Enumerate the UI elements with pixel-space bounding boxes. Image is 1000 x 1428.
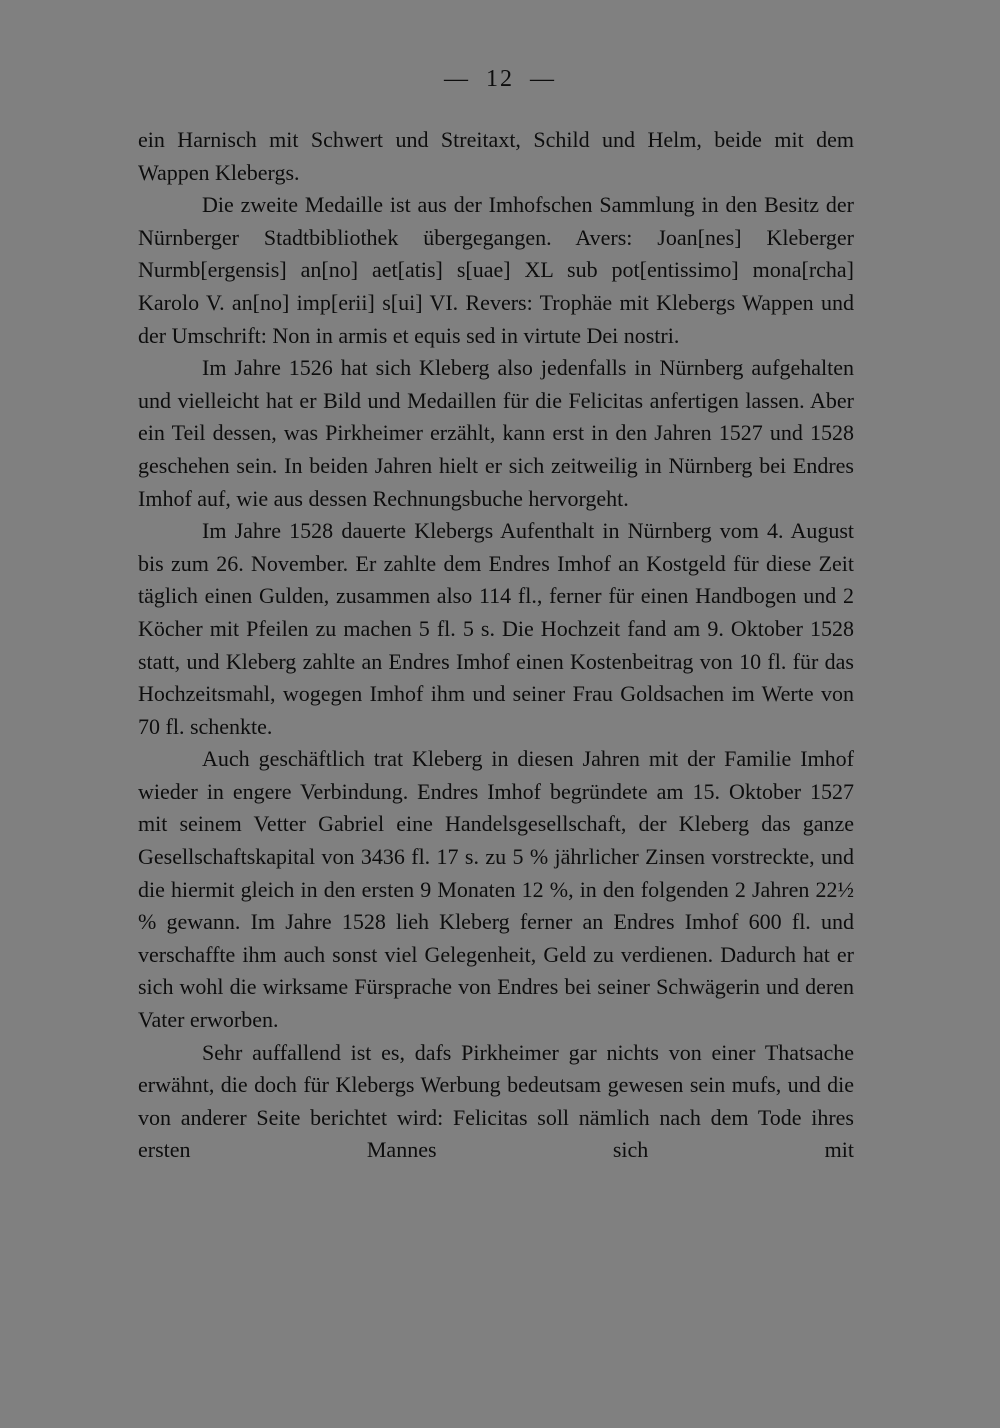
body-text xyxy=(138,124,854,1167)
paragraph-1: ein Harnisch mit Schwert und Streitaxt, Schild und Helm, beide mit dem Wappen Klebergs. xyxy=(138,127,854,185)
paragraph-5: Auch geschäftlich trat Kleberg in diesen Jahren mit der Familie Imhof wieder in engere Verbindung. Endres Imhof begründete am 15. Oktober 1527 mit seinem Vetter Gabriel eine Handelsgesellschaft, der Kleberg das ganze Gesellschaftskapital von 3436 fl. 17 s. zu 5 % jährlicher Zinsen vorstreckte, und die hiermit gleich in den ersten 9 Monaten 12 %, in den folgenden 2 Jahren 22½ % gewann. Im Jahre 1528 lieh Kleberg ferner an Endres Imhof 600 fl. und verschaffte ihm auch sonst viel Gelegenheit, Geld zu verdienen. Dadurch hat er sich wohl die wirksame Fürsprache von Endres bei seiner Schwägerin und deren Vater erworben. xyxy=(138,746,854,1033)
paragraph-3: Im Jahre 1526 hat sich Kleberg also jedenfalls in Nürnberg aufgehalten und vielleicht hat er Bild und Medaillen für die Felicitas anfertigen lassen. Aber ein Teil dessen, was Pirkheimer erzählt, kann erst in den Jahren 1527 und 1528 geschehen sein. In beiden Jahren hielt er sich zeitweilig in Nürnberg bei Endres Imhof auf, wie aus dessen Rechnungsbuche hervorgeht. xyxy=(138,355,854,511)
paragraph-6: Sehr auffallend ist es, dafs Pirkheimer gar nichts von einer Thatsache erwähnt, die doch für Klebergs Werbung bedeutsam gewesen sein mufs, und die von anderer Seite berichtet wird: Felicitas soll nämlich nach dem Tode ihres ersten Mannes sich mit xyxy=(138,1039,854,1163)
page-number-header: — 12 — xyxy=(444,66,556,92)
paragraph-2: Die zweite Medaille ist aus der Imhofschen Sammlung in den Besitz der Nürnberger Stadtbibliothek übergegangen. Avers: Joan[nes] Kleberger Nurmb[ergensis] an[no] aet[atis] s[uae] XL sub pot[entissimo] mona[rcha] Karolo V. an[no] imp[erii] s[ui] VI. Revers: Trophäe mit Klebergs Wappen und der Umschrift: Non in armis et equis sed in virtute Dei nostri. xyxy=(138,192,854,348)
paragraph-4: Im Jahre 1528 dauerte Klebergs Aufenthalt in Nürnberg vom 4. August bis zum 26. November. Er zahlte dem Endres Imhof an Kostgeld für diese Zeit täglich einen Gulden, zusammen also 114 fl., ferner für einen Handbogen und 2 Köcher mit Pfeilen zu machen 5 fl. 5 s. Die Hochzeit fand am 9. Oktober 1528 statt, und Kleberg zahlte an Endres Imhof einen Kostenbeitrag von 10 fl. für das Hochzeitsmahl, wogegen Imhof ihm und seiner Frau Goldsachen im Werte von 70 fl. schenkte. xyxy=(138,518,854,739)
